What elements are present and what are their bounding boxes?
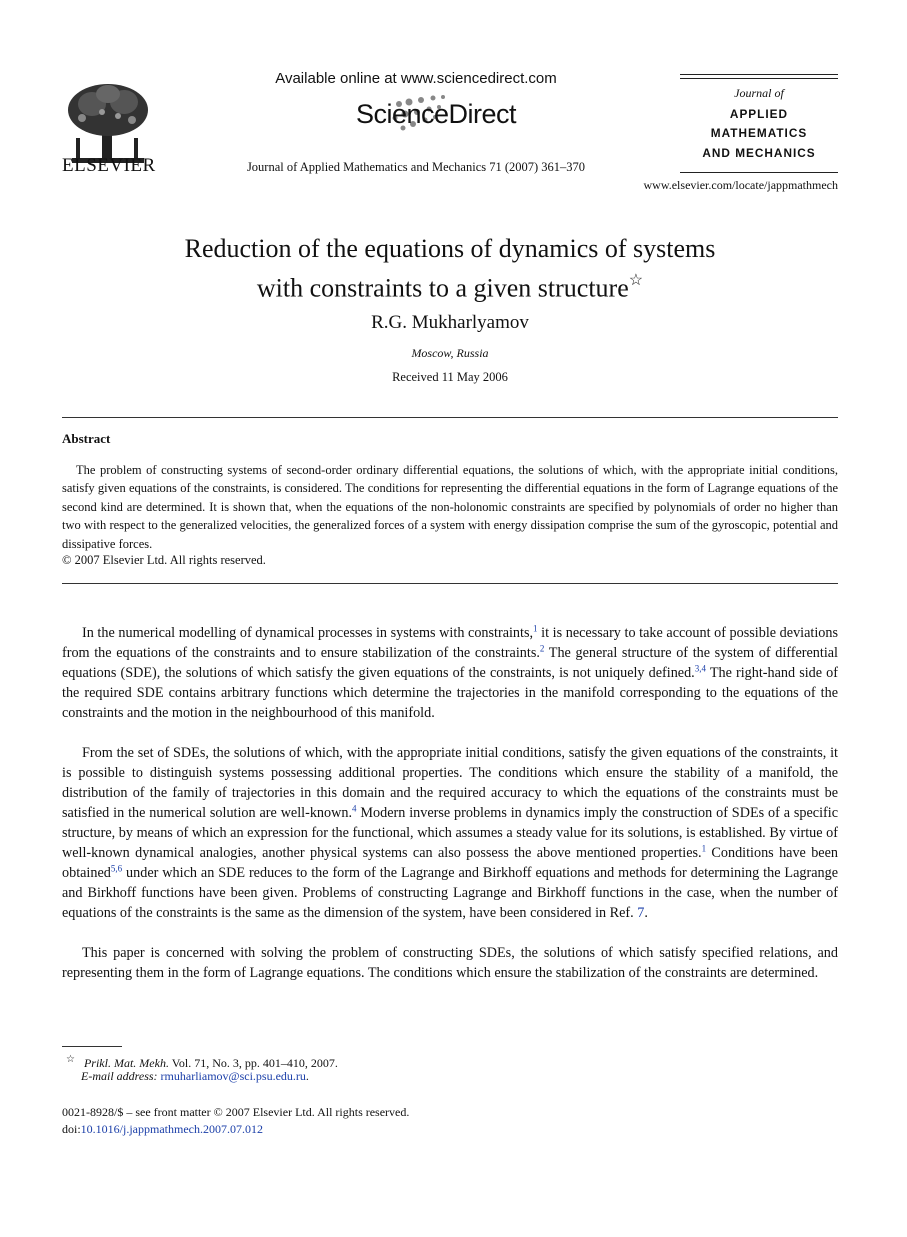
- p2-text-e: .: [644, 905, 648, 921]
- email-label: E-mail address:: [81, 1069, 158, 1083]
- p2-text-d: under which an SDE reduces to the form of the Lagrange and Birkhoff equations and methods for determining the Lagrange and Birkhoff functions have been given. Problems of constructing Lagrange and Birkhoff functions in the case, when the number of equations of the constraints is the same as the dimension of the system, have been considered in Ref.: [62, 865, 838, 921]
- email-end: .: [305, 1069, 309, 1083]
- title-footnote-star[interactable]: ☆: [628, 272, 644, 289]
- journal-box-line-2: MATHEMATICS: [710, 126, 808, 140]
- ref-link[interactable]: 1: [533, 623, 538, 634]
- journal-url-link[interactable]: www.elsevier.com/locate/jappmathmech: [643, 178, 838, 192]
- journal-title-box: [680, 74, 838, 176]
- email-link[interactable]: rmuharliamov@sci.psu.edu.ru: [160, 1069, 306, 1083]
- ref-link[interactable]: 1: [701, 843, 707, 854]
- author-name: R.G. Mukharlyamov: [371, 312, 529, 333]
- doi-line: [62, 1121, 263, 1138]
- journal-of-label: Journal of: [734, 86, 784, 100]
- body-paragraph-1: [62, 623, 838, 723]
- body-paragraph-2: [62, 743, 838, 923]
- body-paragraph-3: This paper is concerned with solving the problem of constructing SDEs, the solutions of which satisfy specified relations, and representing them in the form of Lagrange equations. The conditions which ensure the stabilization of the constraints are determined.: [62, 945, 838, 981]
- journal-citation: Journal of Applied Mathematics and Mechanics 71 (2007) 361–370: [246, 160, 586, 174]
- available-online-text[interactable]: Available online at www.sciencedirect.com: [275, 70, 557, 87]
- journal-box-line-1: APPLIED: [729, 107, 789, 121]
- title-line-1: Reduction of the equations of dynamics of systems: [184, 234, 716, 263]
- abstract-bottom-rule: [62, 583, 838, 584]
- p1-text-c: The general structure of the system of differential equations (SDE), the solutions of which satisfy the given equations of the constraints, is not uniquely defined.: [62, 645, 838, 681]
- author-affiliation: Moscow, Russia: [411, 346, 489, 360]
- doi-link[interactable]: 10.1016/j.jappmathmech.2007.07.012: [80, 1122, 263, 1136]
- journal-box-top-rule-2: [680, 78, 838, 79]
- abstract-text: The problem of constructing systems of second-order ordinary differential equations, the solutions of which, with the appropriate initial conditions, satisfy given equations of the constraints, is considered. The conditions for representing the differential equations in the form of Lagrange equations of the second kind are determined. It is shown that, when the equations of the non-holonomic constraints are specified by polynomials of order no higher than two with respect to the generalized velocities, the generalized forces of a system with energy dissipation comprise the sum of the gyroscopic, potential and dissipative forces.: [62, 463, 838, 551]
- title-line-2: with constraints to a given structure: [256, 273, 629, 303]
- sciencedirect-wordmark: ScienceDirect: [356, 99, 517, 129]
- p1-text-a: In the numerical modelling of dynamical processes in systems with constraints,: [82, 625, 534, 641]
- source-journal: Prikl. Mat. Mekh.: [83, 1056, 169, 1070]
- ref-link[interactable]: 5,6: [110, 863, 123, 874]
- p2-text-a: From the set of SDEs, the solutions of which, with the appropriate initial conditions, satisfy the given equations of the constraints, it is possible to distinguish systems possessing additional properties. The conditions which ensure the stability of a manifold, the distribution of the family of trajectories in this domain and the required accuracy to which the equations of the constraints must be satisfied in the numerical solution are well-known.: [62, 745, 838, 821]
- ref-link[interactable]: 4: [352, 803, 357, 814]
- journal-box-top-rule: [680, 74, 838, 75]
- footnote-star: ☆: [66, 1054, 75, 1065]
- doi-label: doi:: [62, 1122, 81, 1136]
- ref-link[interactable]: 3,4: [694, 663, 706, 674]
- footnote-rule: [62, 1046, 122, 1047]
- abstract-top-rule: [62, 417, 838, 418]
- journal-box-bottom-rule: [680, 172, 838, 173]
- p2-text-b: Modern inverse problems in dynamics imply the construction of SDEs of a specific structure, by means of which an expression for the functional, which assumes a steady value for its solutions, is established. By virtue of well-known dynamical analogies, another physical systems can also possess the above mentioned properties.: [62, 805, 838, 861]
- p1-text-b: it is necessary to take account of possible deviations from the equations of the constraints and to ensure stabilization of the constraints.: [62, 625, 838, 661]
- received-date: Received 11 May 2006: [392, 370, 508, 384]
- issn-line: 0021-8928/$ – see front matter © 2007 Elsevier Ltd. All rights reserved.: [62, 1105, 410, 1119]
- abstract-heading: Abstract: [62, 431, 111, 446]
- footnote-email: [81, 1068, 309, 1085]
- ref-link[interactable]: 2: [539, 643, 545, 654]
- article-title: [100, 232, 800, 306]
- p2-text-c: Conditions have been obtained: [62, 845, 838, 881]
- journal-box-line-3: AND MECHANICS: [702, 146, 816, 160]
- p1-text-d: The right-hand side of the required SDE contains arbitrary functions which determine the trajectories in the manifold corresponding to the equations of the constraints and the motion in the neighbourhood of this manifold.: [62, 665, 838, 721]
- elsevier-wordmark: ELSEVIER: [62, 155, 156, 176]
- abstract-copyright: © 2007 Elsevier Ltd. All rights reserved.: [62, 553, 266, 567]
- ref-link[interactable]: 7: [637, 905, 645, 921]
- source-details: Vol. 71, No. 3, pp. 401–410, 2007.: [168, 1056, 338, 1070]
